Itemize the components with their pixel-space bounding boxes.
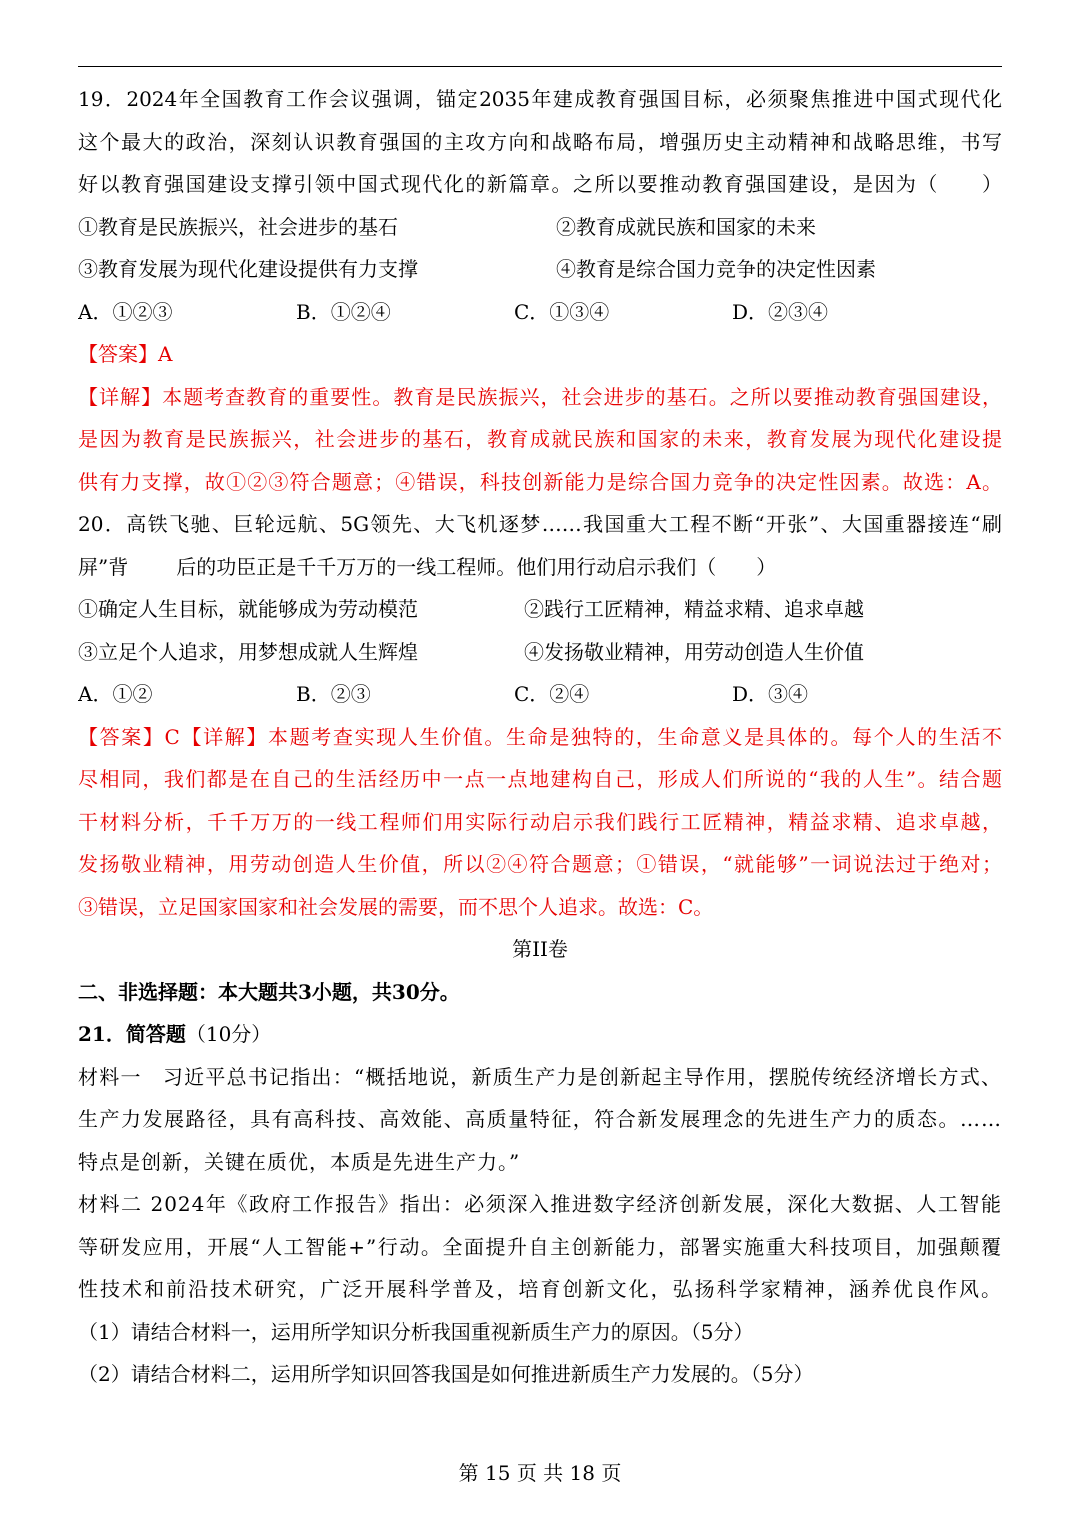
q19-stem-line-1: 19．2024年全国教育工作会议强调，锚定2035年建成教育强国目标，必须聚焦推进中国式现代化 <box>78 87 1002 111</box>
q20-option-3: ③立足个人追求，用梦想成就人生辉煌 <box>78 639 418 664</box>
q19-option-2: ②教育成就民族和国家的未来 <box>556 214 816 239</box>
q19-choice-b: B．①②④ <box>296 299 391 324</box>
q21-score: （10分） <box>185 1022 272 1046</box>
q19-detail-line-2: 是因为教育是民族振兴，社会进步的基石，教育成就民族和国家的未来，教育发展为现代化建设提 <box>78 427 1002 451</box>
q20-choice-a: A．①② <box>78 682 153 706</box>
q21-title: 21．简答题 <box>78 1022 186 1046</box>
q19-stem-line-2: 这个最大的政治，深刻认识教育强国的主攻方向和战略布局，增强历史主动精神和战略思维，书写 <box>78 129 1002 154</box>
material-1-line-2: 生产力发展路径，具有高科技、高效能、高质量特征，符合新发展理念的先进生产力的质态。…… <box>78 1107 1002 1131</box>
q19-detail-line-3: 供有力支撑，故①②③符合题意；④错误，科技创新能力是综合国力竞争的决定性因素。故选：A。 <box>78 469 1002 494</box>
q20-detail-line-3: 干材料分析，千千万万的一线工程师们用实际行动启示我们践行工匠精神，精益求精、追求卓越， <box>78 809 1002 834</box>
q20-detail-line-1: 【答案】C【详解】本题考查实现人生价值。生命是独特的，生命意义是具体的。每个人的生活不 <box>78 724 1002 749</box>
q19-choice-c: C．①③④ <box>514 299 610 324</box>
material-1-line-1: 材料一 习近平总书记指出：“概括地说，新质生产力是创新起主导作用，摆脱传统经济增长方式、 <box>78 1064 1002 1089</box>
q19-stem-line-3: 好以教育强国建设支撑引领中国式现代化的新篇章。之所以要推动教育强国建设，是因为（ ） <box>78 172 1002 196</box>
q20-detail-line-5: ③错误，立足国家国家和社会发展的需要，而不思个人追求。故选：C。 <box>78 894 714 919</box>
q19-option-1: ①教育是民族振兴，社会进步的基石 <box>78 214 398 239</box>
q19-options-row-1 <box>78 206 1002 249</box>
q21-subquestion-2: （2）请结合材料二，运用所学知识回答我国是如何推进新质生产力发展的。（5分） <box>78 1362 814 1386</box>
page-footer: 第 15 页 共 18 页 <box>458 1461 622 1485</box>
q19-option-3: ③教育发展为现代化建设提供有力支撑 <box>78 257 418 281</box>
q20-stem-line-2 <box>78 546 1002 589</box>
q20-stem-line-2-part-a: 屏”背 <box>78 554 129 579</box>
section-heading: 二、非选择题：本大题共3小题，共30分。 <box>78 979 460 1004</box>
q20-detail-line-2: 尽相同，我们都是在自己的生活经历中一点一点地建构自己，形成人们所说的“我的人生”。结合题 <box>78 767 1002 791</box>
q20-choice-b: B．②③ <box>296 682 371 706</box>
q19-answer: 【答案】A <box>78 342 173 366</box>
q20-stem-line-1: 20．高铁飞驰、巨轮远航、5G领先、大飞机逐梦……我国重大工程不断“开张”、大国重器接连“刷 <box>78 512 1002 536</box>
q20-options-row-1 <box>78 588 1002 631</box>
q20-choice-d: D．③④ <box>732 682 809 706</box>
q19-options-row-2 <box>78 248 1002 291</box>
q20-choice-c: C．②④ <box>514 682 590 706</box>
material-2-line-2: 等研发应用，开展“人工智能+”行动。全面提升自主创新能力，部署实施重大科技项目，加强颠覆 <box>78 1234 1002 1259</box>
page-content <box>78 78 1002 1396</box>
q19-choice-a: A．①②③ <box>78 299 173 324</box>
q19-choices <box>78 291 1002 334</box>
q21-title-line <box>78 1013 1002 1056</box>
q20-stem-line-2-part-b: 后的功臣正是千千万万的一线工程师。他们用行动启示我们（ ） <box>176 554 777 579</box>
q19-option-4: ④教育是综合国力竞争的决定性因素 <box>556 257 876 281</box>
q20-choices <box>78 673 1002 716</box>
q19-choice-d: D．②③④ <box>732 299 829 324</box>
q20-options-row-2 <box>78 631 1002 674</box>
material-2-line-1: 材料二 2024年《政府工作报告》指出：必须深入推进数字经济创新发展，深化大数据、人工智能 <box>78 1192 1002 1216</box>
q20-detail-line-4: 发扬敬业精神，用劳动创造人生价值，所以②④符合题意；①错误，“就能够”一词说法过于绝对； <box>78 852 1002 876</box>
material-2-line-3: 性技术和前沿技术研究，广泛开展科学普及，培育创新文化，弘扬科学家精神，涵养优良作风。 <box>78 1277 1002 1301</box>
q20-option-4: ④发扬敬业精神，用劳动创造人生价值 <box>524 639 864 664</box>
volume-title: 第II卷 <box>512 937 568 961</box>
q20-option-2: ②践行工匠精神，精益求精、追求卓越 <box>524 597 864 621</box>
material-1-line-3: 特点是创新，关键在质优，本质是先进生产力。” <box>78 1149 521 1174</box>
header-rule <box>78 66 1002 67</box>
q20-option-1: ①确定人生目标，就能够成为劳动模范 <box>78 597 418 621</box>
q19-detail-line-1: 【详解】本题考查教育的重要性。教育是民族振兴，社会进步的基石。之所以要推动教育强国建设， <box>78 384 1002 409</box>
q21-subquestion-1: （1）请结合材料一，运用所学知识分析我国重视新质生产力的原因。（5分） <box>78 1319 754 1344</box>
